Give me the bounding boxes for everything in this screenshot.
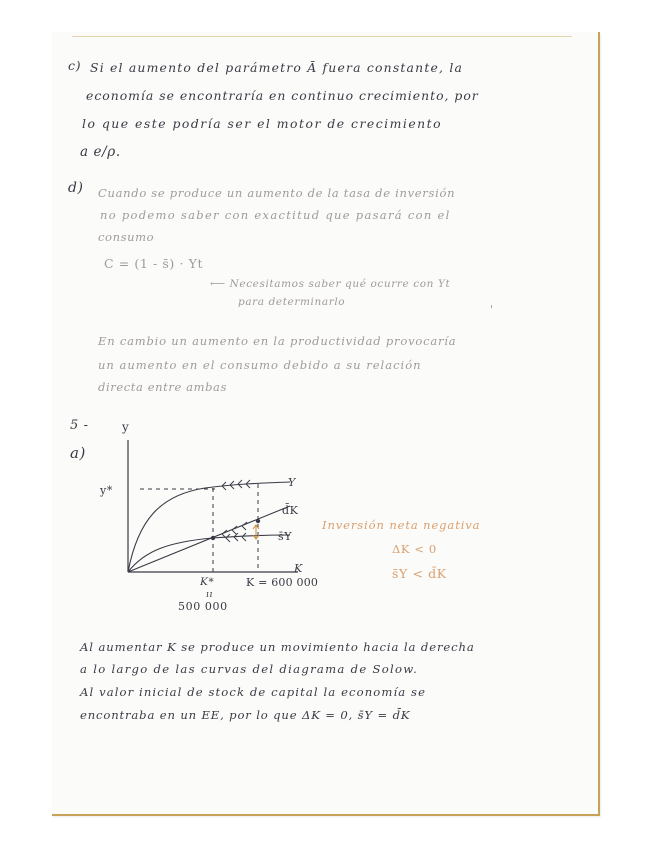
q5-text-line-4: encontraba en un EE, por lo que ΔK = 0, s̄Y = d̄K [80,708,411,722]
consumption-formula: C = (1 - s̄) · Yt [104,256,204,271]
net-investment-note: Inversión neta negativa [322,518,481,532]
curve-dK-label: d̄K [282,504,299,517]
sY-dK-note: s̄Y < d̄K [392,566,447,581]
q5-text-line-2: a lo largo de las curvas del diagrama de Solow. [80,662,419,676]
part-d-line-5: un aumento en el consumo debido a su relación [98,358,422,372]
question-5-number: 5 - [70,418,89,433]
curve-sY-label: s̄Y [278,530,293,543]
q5-text-line-1: Al aumentar K se produce un movimiento hacia la derecha [80,640,475,654]
part-c-letter: c) [68,58,82,73]
part-d-line-3: consumo [98,230,155,244]
note-line-1: ⟵ Necesitamos saber qué ocurre con Yt [210,278,451,290]
note-line-2: para determinarlo [238,296,346,308]
part-d-line-6: directa entre ambas [98,380,227,394]
x-axis-label: K [294,562,303,575]
q5-text-line-3: Al valor inicial de stock de capital la economía se [80,685,427,699]
part-d-line-1: Cuando se produce un aumento de la tasa de inversión [98,186,456,200]
part-c-line-3: lo que este podría ser el motor de crecimiento [82,116,443,131]
k-star-value: 500 000 [178,600,228,613]
k-new-value: K = 600 000 [246,576,319,589]
steady-state-point [211,536,215,540]
equals-mark: ıı [206,590,213,600]
part-d-letter: d) [68,180,84,196]
y-star-label: y* [100,484,113,497]
part-d-line-2: no podemo saber con exactitud que pasará con el [100,208,451,222]
delta-k-note: ΔK < 0 [392,542,437,556]
new-point-dK [256,519,260,523]
part-c-line-4: a e/ρ. [80,144,121,160]
question-5-letter: a) [70,444,86,462]
tick-mark: ' [490,302,494,316]
part-c-line-1: Si el aumento del parámetro Ā fuera constante, la [90,60,464,75]
part-c-line-2: economía se encontraría en continuo crecimiento, por [86,88,479,103]
part-d-line-4: En cambio un aumento en la productividad provocaría [98,334,457,348]
curve-Y-label: Y [288,476,296,489]
savings-curve-sY [128,535,290,572]
arrows-on-sY [226,533,246,542]
k-star-label: K* [200,576,215,588]
y-axis-label: y [122,420,130,434]
